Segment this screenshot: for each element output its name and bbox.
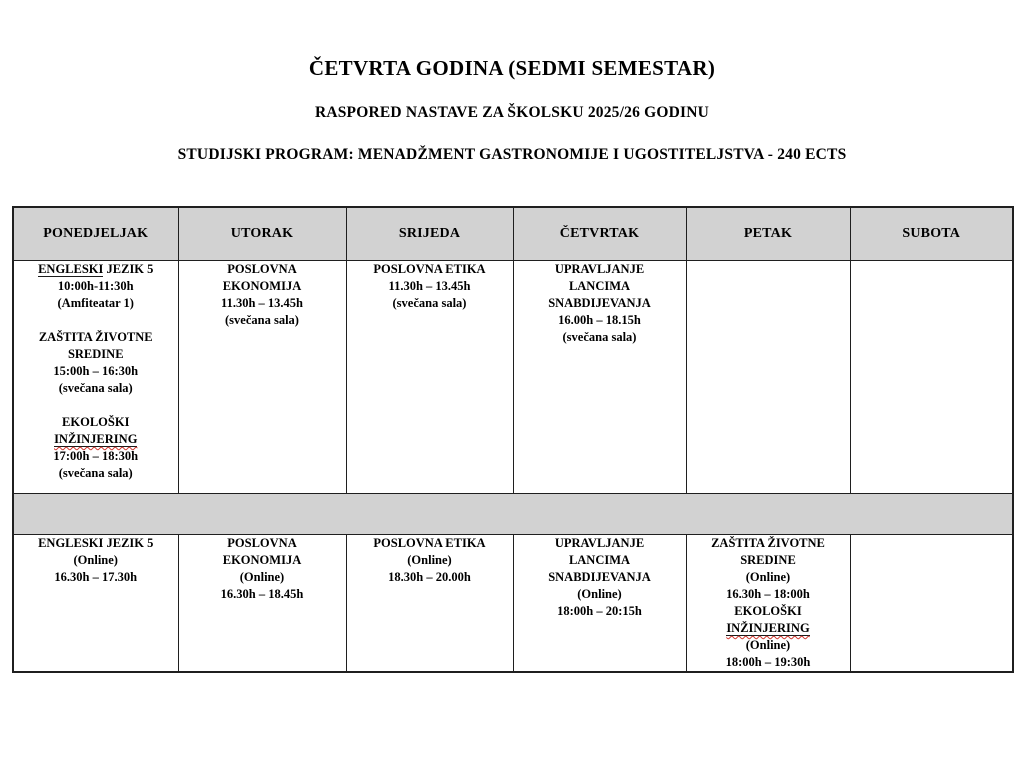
cell-text: UPRAVLJANJE (554, 536, 645, 550)
cell-line (14, 535, 178, 552)
cell-text: 16.30h – 17.30h (54, 570, 138, 584)
cell-line (14, 465, 178, 482)
cell-line (14, 431, 178, 448)
separator-row (13, 494, 1013, 535)
cell-text: EKONOMIJA (222, 553, 302, 567)
day-header-utorak: UTORAK (178, 207, 346, 261)
cell-text: POSLOVNA ETIKA (373, 536, 486, 550)
schedule-row2 (13, 535, 1013, 673)
cell-row2-srijeda (346, 535, 513, 673)
cell-line (687, 586, 850, 603)
day-header-row (13, 207, 1013, 261)
cell-text: EKOLOŠKI (62, 415, 130, 429)
cell-text: (Online) (73, 553, 118, 567)
cell-text: (svečana sala) (562, 330, 637, 344)
cell-row1-cetvrtak (513, 261, 686, 494)
cell-row1-ponedjeljak (13, 261, 178, 494)
page-title: ČETVRTA GODINA (SEDMI SEMESTAR) (308, 56, 716, 80)
cell-line (14, 569, 178, 586)
cell-text: 11.30h – 13.45h (221, 296, 303, 310)
cell-text: 10:00h-11:30h (57, 279, 134, 293)
cell-line (179, 278, 346, 295)
cell-text: (Online) (239, 570, 285, 584)
cell-text: UPRAVLJANJE (554, 262, 645, 276)
cell-line (514, 603, 686, 620)
cell-line (14, 363, 178, 380)
cell-line (514, 586, 686, 603)
cell-text: SNABDIJEVANJA (548, 296, 651, 310)
cell-text: (svečana sala) (58, 381, 133, 395)
cell-line (347, 278, 513, 295)
cell-text: (Online) (745, 570, 791, 584)
cell-line (347, 552, 513, 569)
cell-line (14, 380, 178, 397)
cell-line (14, 312, 178, 329)
day-header-srijeda: SRIJEDA (346, 207, 513, 261)
cell-line (14, 295, 178, 312)
cell-line (347, 295, 513, 312)
cell-text: SREDINE (67, 347, 124, 361)
cell-line (687, 654, 850, 671)
cell-text: (Online) (577, 587, 622, 601)
underlined-word: ENGLESKI (38, 262, 104, 276)
cell-text: SREDINE (740, 553, 796, 567)
cell-line (514, 329, 686, 346)
cell-text: POSLOVNA (227, 262, 297, 276)
misspelled-word: INŽINJERING (54, 432, 138, 446)
separator-band (13, 494, 1013, 535)
cell-text: (svečana sala) (392, 296, 467, 310)
cell-row2-utorak (178, 535, 346, 673)
cell-row2-subota (850, 535, 1013, 673)
cell-text: 11.30h – 13.45h (388, 279, 471, 293)
cell-line (687, 535, 850, 552)
cell-line (514, 552, 686, 569)
cell-text: LANCIMA (568, 279, 631, 293)
cell-text: (svečana sala) (225, 313, 299, 327)
cell-row1-srijeda (346, 261, 513, 494)
cell-line (14, 448, 178, 465)
cell-text: 17:00h – 18:30h (53, 449, 139, 463)
cell-row1-petak (686, 261, 850, 494)
cell-line (514, 278, 686, 295)
cell-line (179, 552, 346, 569)
cell-text: 15:00h – 16:30h (53, 364, 139, 378)
day-header-cetvrtak: ČETVRTAK (513, 207, 686, 261)
cell-text: (svečana sala) (58, 466, 133, 480)
cell-line (14, 397, 178, 414)
cell-line (179, 569, 346, 586)
cell-line (514, 312, 686, 329)
cell-row1-utorak (178, 261, 346, 494)
cell-text: 16.30h – 18.45h (220, 587, 304, 601)
cell-text: 18:00h – 20:15h (557, 604, 642, 618)
cell-line (514, 295, 686, 312)
cell-row2-ponedjeljak (13, 535, 178, 673)
cell-line (347, 569, 513, 586)
cell-text: (Online) (745, 638, 791, 652)
cell-text: ENGLESKI JEZIK 5 (38, 536, 154, 550)
cell-line (687, 637, 850, 654)
cell-line (14, 552, 178, 569)
cell-text: POSLOVNA (227, 536, 297, 550)
cell-text: (Amfiteatar 1) (57, 296, 134, 310)
cell-line (687, 620, 850, 637)
schedule-row1 (13, 261, 1013, 494)
cell-text: LANCIMA (568, 553, 631, 567)
cell-line (14, 261, 178, 278)
misspelled-word: INŽINJERING (726, 621, 810, 635)
cell-line (179, 295, 346, 312)
cell-text: POSLOVNA ETIKA (373, 262, 486, 276)
cell-row1-subota (850, 261, 1013, 494)
day-header-ponedjeljak: PONEDJELJAK (13, 207, 178, 261)
cell-line (514, 569, 686, 586)
cell-line (687, 603, 850, 620)
cell-text: 16.00h – 18.15h (558, 313, 641, 327)
cell-text: EKONOMIJA (222, 279, 302, 293)
cell-text: ZAŠTITA ŽIVOTNE (38, 330, 153, 344)
cell-line (14, 346, 178, 363)
cell-line (14, 414, 178, 431)
page-subtitle: RASPORED NASTAVE ZA ŠKOLSKU 2025/26 GODINU (314, 104, 710, 121)
cell-line (179, 586, 346, 603)
cell-line (14, 329, 178, 346)
day-header-petak: PETAK (686, 207, 850, 261)
program-title: STUDIJSKI PROGRAM: MENADŽMENT GASTRONOMIJE I UGOSTITELJSTVA - 240 ECTS (177, 146, 847, 163)
cell-text: 18.30h – 20.00h (388, 570, 471, 584)
schedule-table (12, 206, 1014, 673)
cell-line (347, 261, 513, 278)
day-header-subota: SUBOTA (850, 207, 1013, 261)
cell-text: JEZIK 5 (103, 262, 154, 276)
cell-row2-cetvrtak (513, 535, 686, 673)
cell-line (179, 535, 346, 552)
cell-text: ZAŠTITA ŽIVOTNE (711, 536, 825, 550)
cell-text: EKOLOŠKI (734, 604, 802, 618)
cell-line (514, 535, 686, 552)
cell-text: 16.30h – 18:00h (726, 587, 810, 601)
cell-text: (Online) (407, 553, 452, 567)
cell-text: 18:00h – 19:30h (725, 655, 811, 669)
cell-line (687, 552, 850, 569)
cell-line (687, 569, 850, 586)
cell-row2-petak (686, 535, 850, 673)
cell-line (179, 312, 346, 329)
cell-text: SNABDIJEVANJA (548, 570, 651, 584)
cell-line (514, 261, 686, 278)
cell-line (347, 535, 513, 552)
cell-line (179, 261, 346, 278)
cell-line (14, 278, 178, 295)
